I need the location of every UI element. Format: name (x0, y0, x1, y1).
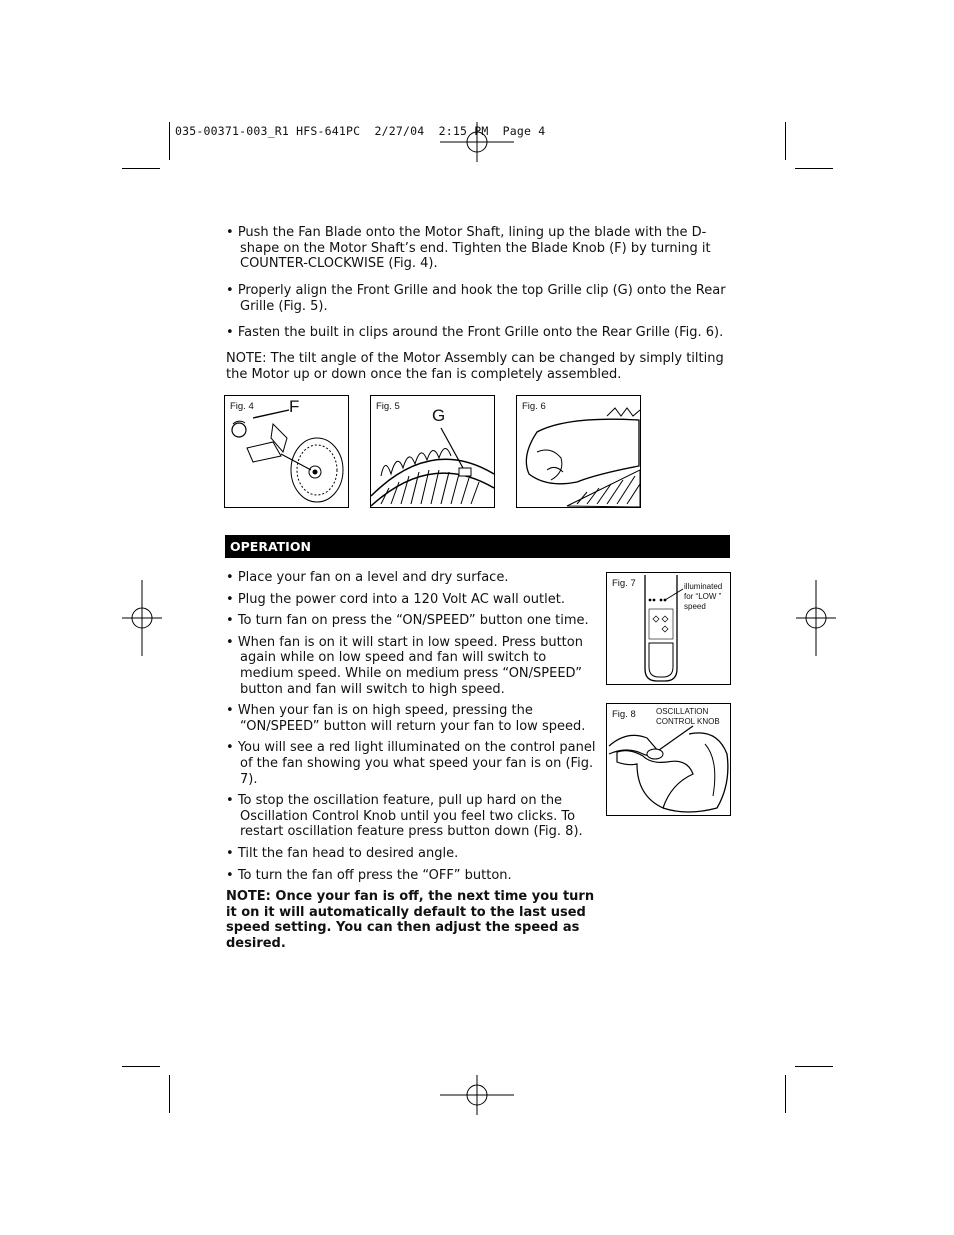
crop-mark-bottom-right-v (785, 1075, 786, 1113)
figure-5-letter: G (432, 406, 446, 425)
operation-item: • To stop the oscillation feature, pull up hard on the Oscillation Control Knob until you feel two clicks. To restart oscillation feature press button down (Fig. 8). (226, 793, 600, 840)
figure-4-label: Fig. 4 (230, 401, 254, 412)
grille-clip-illustration (371, 396, 494, 507)
oscillation-knob-illustration (607, 704, 730, 815)
figure-5 (370, 395, 495, 508)
figure-5-label: Fig. 5 (376, 401, 400, 412)
operation-item: • To turn fan on press the “ON/SPEED” button one time. (226, 613, 600, 629)
assembly-step-front-grille: • Properly align the Front Grille and hook the top Grille clip (G) onto the Rear Grille (Fig. 5). (226, 283, 740, 314)
figure-7-callout-line: illuminated (684, 582, 723, 591)
figure-7-callout-line: for “LOW ” (684, 592, 722, 601)
figure-8 (606, 703, 731, 816)
assembly-step-clips: • Fasten the built in clips around the Front Grille onto the Rear Grille (Fig. 6). (226, 325, 740, 341)
operation-item: • Plug the power cord into a 120 Volt AC wall outlet. (226, 592, 600, 608)
control-panel-illustration (607, 573, 730, 684)
operation-item: • When your fan is on high speed, pressing the “ON/SPEED” button will return your fan to low speed. (226, 703, 600, 734)
operation-item: • You will see a red light illuminated on the control panel of the fan showing you what speed your fan is on (Fig. 7). (226, 740, 600, 787)
operation-section-header (225, 535, 730, 558)
figure-8-label: Fig. 8 (612, 709, 636, 720)
crop-mark-top-left-v (169, 122, 170, 160)
figure-7-callout-line: speed (684, 602, 706, 611)
operation-note: NOTE: Once your fan is off, the next time you turn it on it will automatically default to the last used speed setting. You can then adjust the speed as desired. (226, 889, 595, 951)
crop-mark-top-right-v (785, 122, 786, 160)
figure-6-label: Fig. 6 (522, 401, 546, 412)
figure-7-label: Fig. 7 (612, 578, 636, 589)
registration-mark-left (122, 580, 162, 656)
figure-4 (224, 395, 349, 508)
fan-blade-illustration (225, 396, 348, 507)
print-slug: 035-00371-003_R1 HFS-641PC 2/27/04 2:15 PM Page 4 (175, 124, 546, 138)
figure-7 (606, 572, 731, 685)
crop-mark-bottom-right-h (795, 1066, 833, 1067)
registration-mark-right (796, 580, 836, 656)
figure-8-callout-line: CONTROL KNOB (656, 717, 720, 726)
operation-item: • To turn the fan off press the “OFF” button. (226, 868, 600, 884)
crop-mark-top-right-h (795, 168, 833, 169)
hand-fastening-clips-illustration (517, 396, 640, 507)
figure-4-letter: F (289, 397, 300, 416)
operation-item: • Tilt the fan head to desired angle. (226, 846, 600, 862)
registration-mark-bottom (440, 1075, 514, 1115)
assembly-step-blade: • Push the Fan Blade onto the Motor Shaft, lining up the blade with the D-shape on the Motor Shaft’s end. Tighten the Blade Knob (F) by turning it COUNTER-CLOCKWISE (Fig. 4). (226, 225, 740, 272)
figure-6 (516, 395, 641, 508)
crop-mark-bottom-left-v (169, 1075, 170, 1113)
crop-mark-bottom-left-h (122, 1066, 160, 1067)
assembly-note: NOTE: The tilt angle of the Motor Assembly can be changed by simply tilting the Motor up or down once the fan is completely assembled. (226, 351, 724, 382)
figure-8-callout-line: OSCILLATION (656, 707, 709, 716)
operation-item: • Place your fan on a level and dry surface. (226, 570, 600, 586)
operation-instructions (226, 570, 600, 951)
operation-item: • When fan is on it will start in low speed. Press button again while on low speed and fan will switch to medium speed. While on medium press “ON/SPEED” button and fan will switch to high speed. (226, 635, 600, 697)
crop-mark-top-left-h (122, 168, 160, 169)
operation-title: OPERATION (230, 539, 311, 554)
